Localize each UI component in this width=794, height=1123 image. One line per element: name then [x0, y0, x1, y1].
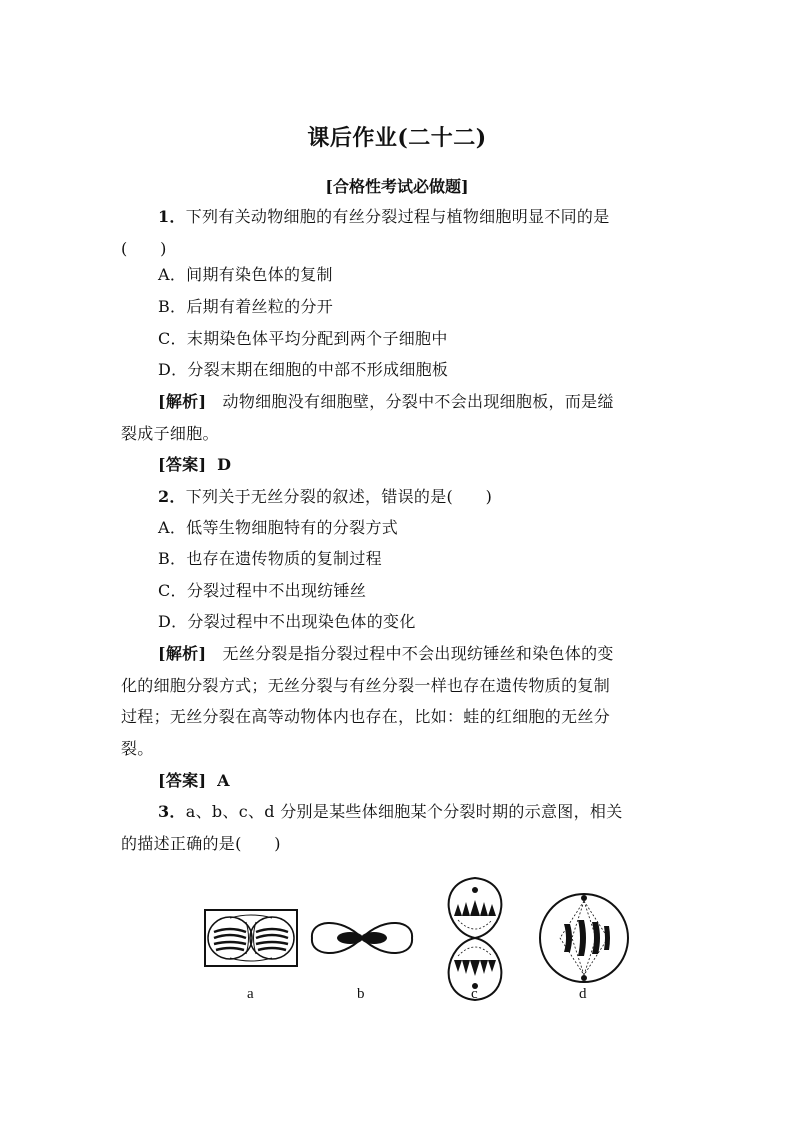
q1-answer-line: [158, 454, 677, 476]
q2-analysis-tag: [解析]: [158, 644, 207, 663]
caption-d: d: [579, 986, 587, 1002]
q1-answer-tag: [答案]: [158, 455, 207, 474]
q1-option-c: C．末期染色体平均分配到两个子细胞中: [158, 329, 448, 348]
diagram-b: [312, 923, 412, 953]
q1-option-b: B．后期有着丝粒的分开: [158, 297, 334, 316]
q1-analysis-line2: 裂成子细胞。: [121, 424, 219, 443]
q1-answer: D: [217, 455, 232, 474]
diagram-a: [205, 910, 297, 966]
q2-stem: [158, 486, 677, 508]
q3-number: 3．: [158, 802, 186, 821]
q2-number: 2．: [158, 487, 186, 506]
q1-stem-text: 下列有关动物细胞的有丝分裂过程与植物细胞明显不同的是: [185, 207, 610, 226]
q2-analysis-line2: 化的细胞分裂方式；无丝分裂与有丝分裂一样也存在遗传物质的复制: [121, 676, 611, 695]
q3-stem-text: a、b、c、d 分别是某些体细胞某个分裂时期的示意图，相关: [185, 802, 623, 821]
q2-answer-tag: [答案]: [158, 771, 207, 790]
q2-answer: A: [217, 771, 230, 790]
q3-stem-line1: [158, 801, 677, 823]
q2-option-c: C．分裂过程中不出现纺锤丝: [158, 581, 367, 600]
q2-option-b: B．也存在遗传物质的复制过程: [158, 549, 382, 568]
q1-option-a: A．间期有染色体的复制: [158, 265, 333, 284]
section-heading: [合格性考试必做题]: [325, 177, 469, 196]
q2-analysis-text: 无丝分裂是指分裂过程中不会出现纺锤丝和染色体的变: [222, 644, 614, 663]
q1-analysis-line1: [158, 391, 677, 413]
q1-stem-line2: ( ): [121, 239, 167, 258]
q2-analysis-line3: 过程；无丝分裂在高等动物体内也存在，比如：蛙的红细胞的无丝分: [121, 707, 611, 726]
diagram-d: [540, 894, 628, 982]
caption-c: c: [471, 986, 478, 1002]
cell-division-figure: [200, 872, 640, 1012]
q1-analysis-tag: [解析]: [158, 392, 207, 411]
q1-number: 1．: [158, 207, 186, 226]
q2-option-a: A．低等生物细胞特有的分裂方式: [158, 518, 399, 537]
q1-analysis-text: 动物细胞没有细胞壁，分裂中不会出现细胞板，而是缢: [222, 392, 614, 411]
q3-stem-line2: 的描述正确的是( ): [121, 834, 281, 853]
cell-division-diagrams: [200, 872, 640, 1012]
q2-stem-text: 下列关于无丝分裂的叙述，错误的是( ): [185, 487, 493, 506]
caption-a: a: [247, 986, 254, 1002]
page-title: 课后作业(二十二): [307, 125, 487, 151]
caption-b: b: [357, 986, 365, 1002]
q2-option-d: D．分裂过程中不出现染色体的变化: [158, 612, 416, 631]
q2-analysis-line1: [158, 643, 677, 665]
q2-answer-line: [158, 770, 677, 792]
q1-stem-line1: [158, 206, 677, 228]
q2-analysis-line4: 裂。: [121, 739, 154, 758]
q1-option-d: D．分裂末期在细胞的中部不形成细胞板: [158, 360, 449, 379]
diagram-c: [449, 878, 502, 1000]
